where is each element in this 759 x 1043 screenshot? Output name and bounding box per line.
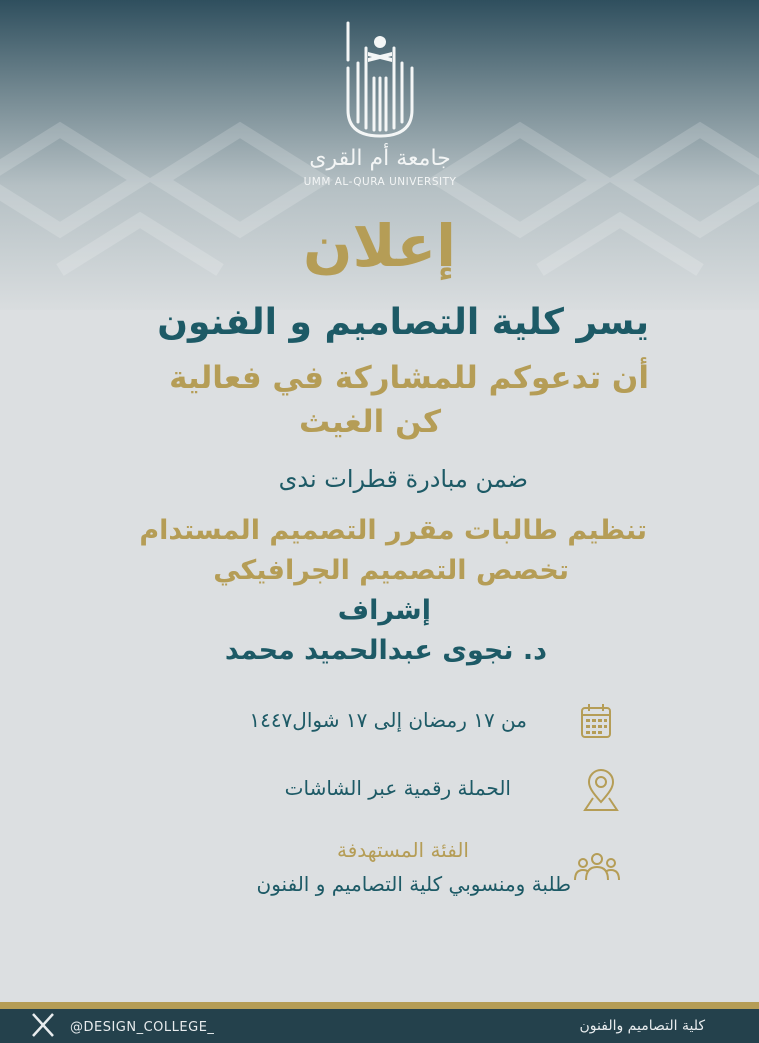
event-date: من ١٧ رمضان إلى ١٧ شوال١٤٤٧ — [249, 708, 527, 732]
invitation-line-college: يسر كلية التصاميم و الفنون — [157, 302, 649, 343]
target-audience-label: الفئة المستهدفة — [337, 838, 469, 862]
event-name: كن الغيث — [299, 404, 441, 440]
announcement-heading: إعلان — [302, 212, 456, 280]
supervisor-name: د. نجوى عبدالحميد محمد — [224, 635, 547, 666]
target-audience: طلبة ومنسوبي كلية التصاميم و الفنون — [256, 872, 571, 896]
initiative-line: ضمن مبادرة قطرات ندى — [278, 465, 528, 493]
location-pin-icon — [582, 768, 620, 812]
organizers-line: تنظيم طالبات مقرر التصميم المستدام — [139, 515, 647, 546]
calendar-icon — [580, 703, 612, 739]
invitation-line-event: أن تدعوكم للمشاركة في فعالية — [169, 360, 649, 396]
social-handle[interactable]: @DESIGN_COLLEGE_ — [70, 1020, 215, 1035]
supervision-label: إشراف — [337, 595, 431, 626]
footer-college-name: كلية التصاميم والفنون — [579, 1018, 705, 1034]
university-emblem-icon — [338, 18, 422, 142]
university-name-arabic: جامعة أم القرى — [309, 146, 451, 171]
people-icon — [574, 852, 620, 882]
footer-divider — [0, 1002, 759, 1009]
specialization-line: تخصص التصميم الجرافيكي — [213, 555, 569, 586]
university-logo — [280, 18, 480, 193]
university-name-english: UMM AL-QURA UNIVERSITY — [303, 176, 457, 188]
x-logo-icon[interactable] — [30, 1012, 56, 1038]
event-location: الحملة رقمية عبر الشاشات — [284, 776, 511, 800]
